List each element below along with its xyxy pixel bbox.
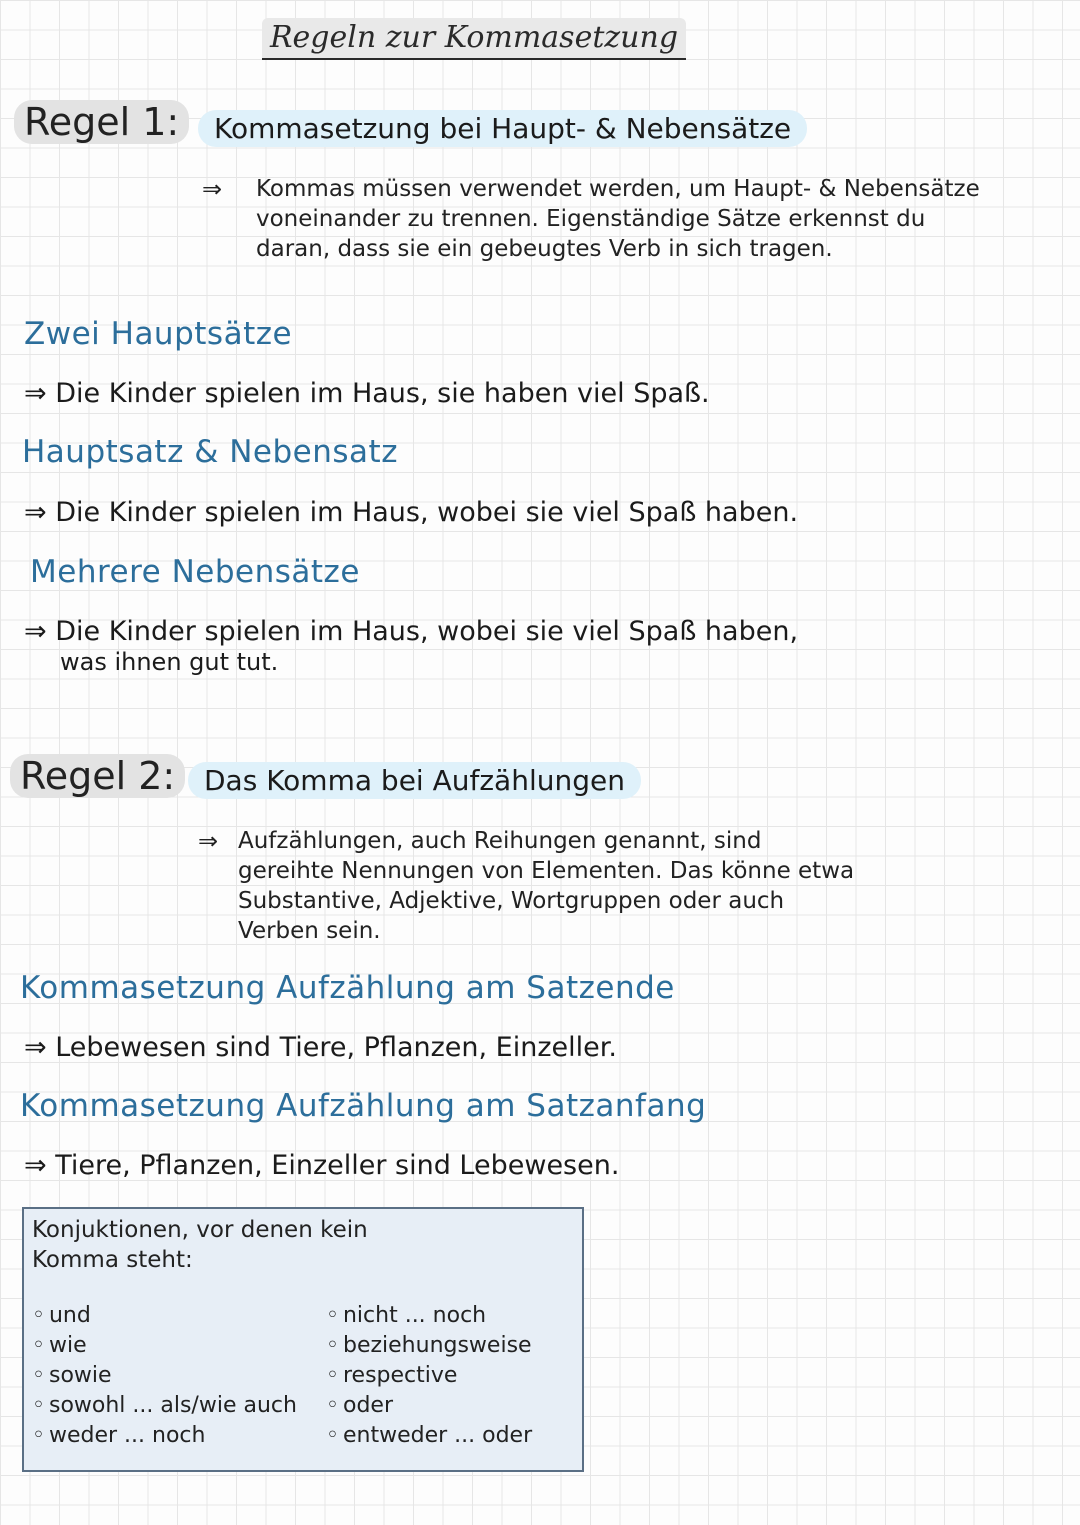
- section-heading: Hauptsatz & Nebensatz: [22, 434, 398, 470]
- example-sentence: ⇒ Lebewesen sind Tiere, Pflanzen, Einzeller.: [24, 1032, 617, 1063]
- list-item: ◦ sowohl ... als/wie auch: [32, 1391, 297, 1421]
- rule-2-label: Regel 2:: [10, 754, 185, 798]
- rule-2-explanation: Aufzählungen, auch Reihungen genannt, sind gereihte Nennungen von Elementen. Das könne etwa Substantive, Adjektive, Wortgruppen oder auch Verben sein.: [238, 828, 855, 944]
- example-sentence: ⇒ Die Kinder spielen im Haus, wobei sie viel Spaß haben.: [24, 497, 799, 528]
- list-item: ◦ und: [32, 1301, 297, 1331]
- rule-1-heading: Kommasetzung bei Haupt- & Nebensätze: [198, 110, 807, 147]
- example-sentence-continuation: was ihnen gut tut.: [60, 648, 279, 676]
- conjunctions-list-right: [326, 1301, 532, 1451]
- list-item: ◦ weder ... noch: [32, 1421, 297, 1451]
- example-sentence: ⇒ Die Kinder spielen im Haus, sie haben viel Spaß.: [24, 378, 710, 409]
- list-item: ◦ sowie: [32, 1361, 297, 1391]
- rule-1-explanation: Kommas müssen verwendet werden, um Haupt- & Nebensätze voneinander zu trennen. Eigenständige Sätze erkennst du daran, dass sie ein gebeugtes Verb in sich tragen.: [256, 176, 980, 262]
- conjunctions-list-left: [32, 1301, 297, 1451]
- example-sentence: ⇒ Die Kinder spielen im Haus, wobei sie viel Spaß haben,: [24, 616, 799, 647]
- arrow-icon: ⇒: [202, 175, 223, 203]
- rule-2-heading: Das Komma bei Aufzählungen: [188, 762, 641, 799]
- rule-1-label: Regel 1:: [14, 100, 189, 144]
- rule-2-explanation-block: [198, 826, 858, 946]
- list-item: ◦ respective: [326, 1361, 532, 1391]
- list-item: ◦ beziehungsweise: [326, 1331, 532, 1361]
- list-item: ◦ nicht ... noch: [326, 1301, 532, 1331]
- section-heading: Kommasetzung Aufzählung am Satzende: [20, 970, 675, 1006]
- list-item: ◦ entweder ... oder: [326, 1421, 532, 1451]
- page-title: Regeln zur Kommasetzung: [262, 18, 686, 60]
- list-item: ◦ wie: [32, 1331, 297, 1361]
- section-heading: Mehrere Nebensätze: [30, 554, 360, 590]
- example-sentence: ⇒ Tiere, Pflanzen, Einzeller sind Lebewesen.: [24, 1150, 620, 1181]
- conjunctions-box: [22, 1207, 584, 1472]
- list-item: ◦ oder: [326, 1391, 532, 1421]
- section-heading: Zwei Hauptsätze: [24, 316, 293, 352]
- arrow-icon: ⇒: [198, 827, 219, 855]
- conjunctions-box-title: Konjuktionen, vor denen kein Komma steht:: [32, 1217, 368, 1273]
- rule-1-explanation-block: [202, 174, 986, 264]
- section-heading: Kommasetzung Aufzählung am Satzanfang: [20, 1088, 707, 1124]
